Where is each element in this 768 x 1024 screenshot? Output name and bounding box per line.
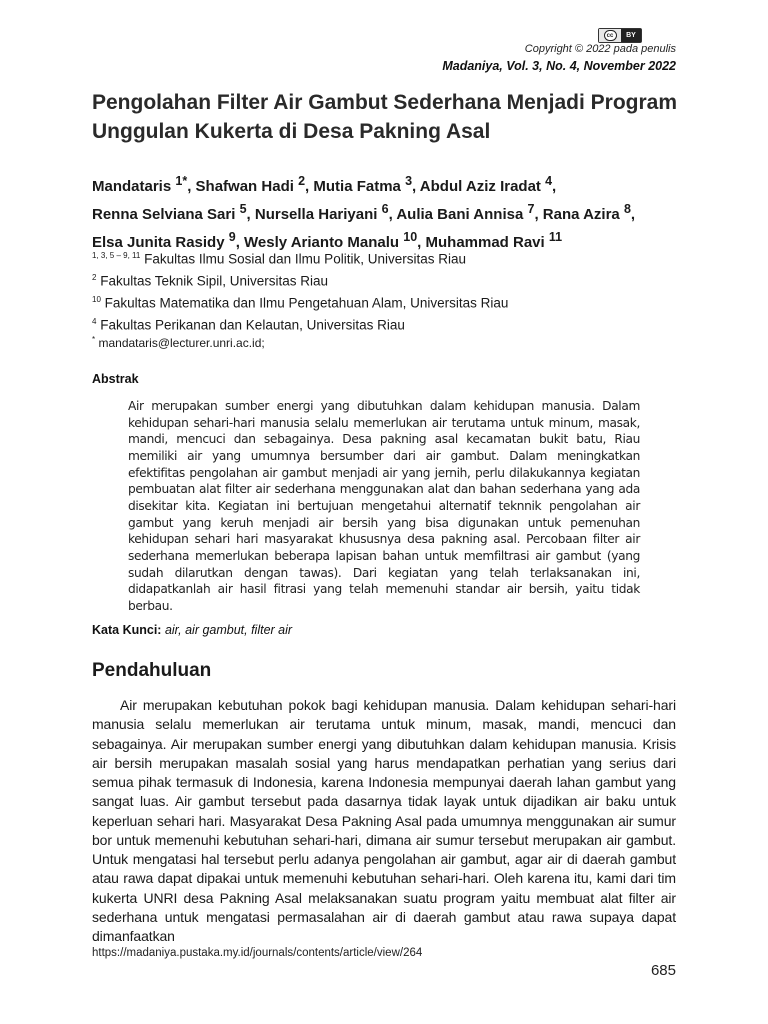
affiliation-text: Fakultas Perikanan dan Kelautan, Universitas Riau [100, 317, 405, 333]
author-name: Wesly Arianto Manalu [244, 234, 400, 251]
corresponding-email [92, 335, 265, 350]
abstract-text: Air merupakan sumber energi yang dibutuhkan dalam kehidupan manusia. Dalam kehidupan sehari-hari manusia selalu memerlukan air terutama untuk minum, masak, mandi, mencuci dan sebagainya. Desa pakning asal kecamatan bukit batu, Riau memiliki air yang umumnya bersumber dari air gambut. Dalam meningkatkan efektifitas pengolahan air gambut menjadi air yang jernih, perlu dilakukannya kegiatan pembuatan alat filter air sederhana menggunakan alat dan bahan sederhana yang ada disekitar kita. Kegiatan ini bertujuan mengetahui alternatif teknnik pengolahan air gambut yang keruh menjadi air bersih yang bisa digunakan untuk pemenuhan kehidupan sehari hari masyarakat khususnya desa pakning asal. Percobaan filter air sederhana memerlukan beberapa lapisan bahan untuk memfiltrasi air gambut (yang sudah dilarutkan dengan tawas). Dari kegiatan yang telah terlaksanakan ini, didapatkanlah air hasil fitrasi yang telah memenuhi standar air bersih, yaitu tidak berbau. [128, 399, 640, 613]
keywords [92, 623, 292, 637]
author-affiliation-marker: 10 [403, 230, 418, 244]
author-affiliation-marker: 2 [298, 174, 306, 188]
affiliation-marker: 4 [92, 317, 97, 326]
affiliation-item [92, 291, 692, 313]
affiliation-list [92, 247, 692, 335]
author-name: Shafwan Hadi [195, 178, 294, 195]
author-name: Rana Azira [542, 206, 620, 223]
email-address[interactable]: mandataris@lecturer.unri.ac.id; [98, 336, 265, 350]
section-body: Air merupakan kebutuhan pokok bagi kehidupan manusia. Dalam kehidupan sehari-hari manusia selalu memerlukan air terutama untuk minum, masak, mandi, mencuci dan sebagainya. Air merupakan sumber energi yang dibutuhkan dalam kehidupan manusia. Krisis air bersih merupakan masalah sosial yang harus mendapatkan perhatian yang serius dari semua pihak termasuk di Indonesia, karena Indonesia mempunyai daerah lahan gambut yang sangat luas. Air gambut tersebut pada dasarnya tidak layak untuk dijadikan air baku untuk keperluan sehari hari. Masyarakat Desa Pakning Asal pada umumnya menggunakan air sumur bor untuk memenuhi kebutuhan sehari-hari, dimana air sumur tersebut merupakan air gambut. Untuk mengatasi hal tersebut perlu adanya pengolahan air gambut, agar air di daerah gambut atau rawa dapat dipakai untuk memenuhi kebutuhan sehari-hari. Oleh karena itu, kami dari tim kukerta UNRI desa Pakning Asal melaksanakan suatu program yaitu membuat alat filter air sederhana untuk mengatasi permasalahan air di daerah gambut atau rawa supaya dapat dimanfaatkan [92, 697, 676, 944]
affiliation-item [92, 247, 692, 269]
author-affiliation-marker: 1* [175, 174, 188, 188]
affiliation-text: Fakultas Teknik Sipil, Universitas Riau [100, 273, 329, 289]
author-name: Abdul Aziz Iradat [419, 178, 541, 195]
author-affiliation-marker: 11 [548, 230, 563, 244]
article-url-link[interactable]: https://madaniya.pustaka.my.id/journals/contents/article/view/264 [92, 947, 423, 959]
author-affiliation-marker: 9 [228, 230, 236, 244]
corresponding-marker: * [92, 335, 96, 344]
keywords-values: air, air gambut, filter air [164, 623, 293, 637]
affiliation-text: Fakultas Ilmu Sosial dan Ilmu Politik, Universitas Riau [144, 251, 466, 267]
page-number: 685 [650, 962, 676, 979]
affiliation-item [92, 313, 692, 335]
journal-citation: Madaniya, Vol. 3, No. 4, November 2022 [442, 59, 676, 73]
cc-icon: cc [604, 30, 617, 41]
keywords-label: Kata Kunci: [92, 623, 162, 637]
affiliation-marker: 2 [92, 273, 97, 282]
author-affiliation-marker: 3 [405, 174, 413, 188]
author-name: Renna Selviana Sari [92, 206, 236, 223]
author-name: Aulia Bani Annisa [396, 206, 524, 223]
abstract-heading: Abstrak [92, 372, 139, 386]
cc-by-license-badge[interactable] [598, 28, 642, 43]
author-affiliation-marker: 5 [239, 202, 247, 216]
affiliation-marker: 10 [92, 295, 101, 304]
affiliation-marker: 1, 3, 5 – 9, 11 [92, 251, 141, 260]
author-list: Mandataris $^{1*}$, Shafwan Hadi $^2$, Mutia Fatma $^3$, Abdul Aziz Iradat $^4$, Renna Selviana Sari $^5$, Nursella Hariyani $^6$, Aulia Bani Annisa $^7$, Rana Azira $^8$, Elsa Junita Rasidy $^9$, Wesly Arianto Manalu $^{10}$, Muhammad Ravi $^{11}$ [92, 174, 636, 251]
section-heading: Pendahuluan [92, 660, 212, 681]
author-affiliation-marker: 8 [623, 202, 631, 216]
affiliation-item [92, 269, 692, 291]
author-name: Nursella Hariyani [254, 206, 378, 223]
copyright-notice: Copyright © 2022 pada penulis [524, 43, 676, 55]
author-name: Mutia Fatma [313, 178, 401, 195]
author-name: Elsa Junita Rasidy [92, 234, 225, 251]
author-name: Mandataris [92, 178, 172, 195]
author-affiliation-marker: 4 [545, 174, 553, 188]
affiliation-text: Fakultas Matematika dan Ilmu Pengetahuan Alam, Universitas Riau [104, 295, 509, 311]
by-label: BY [621, 29, 641, 42]
author-name: Muhammad Ravi [425, 234, 545, 251]
author-affiliation-marker: 6 [381, 202, 389, 216]
author-affiliation-marker: 7 [527, 202, 535, 216]
article-title: Pengolahan Filter Air Gambut Sederhana Menjadi Program Unggulan Kukerta di Desa Pakning Asal [92, 91, 678, 143]
